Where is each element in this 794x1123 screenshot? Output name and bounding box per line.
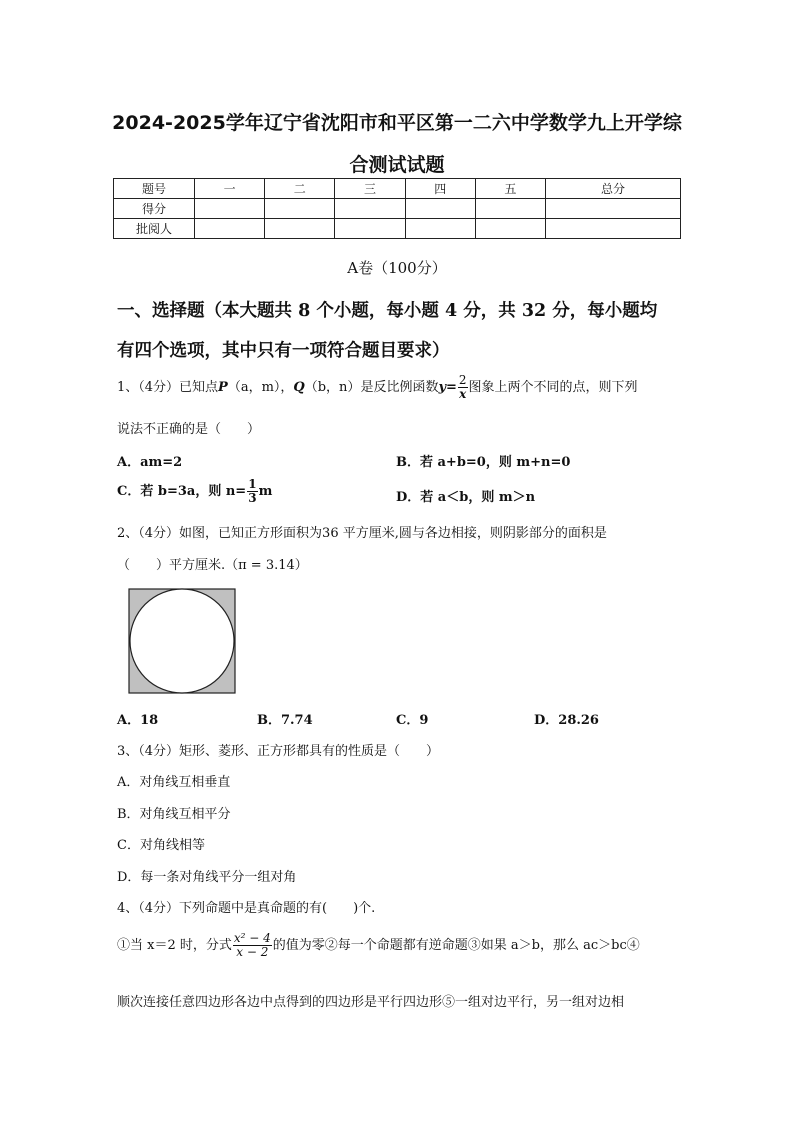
- q4-line1-post: 的值为零②每一个命题都有逆命题③如果 a＞b，那么 ac＞bc④: [272, 938, 640, 954]
- q2-option-b[interactable]: B．7.74: [257, 713, 313, 728]
- score-cell[interactable]: [546, 199, 681, 219]
- q3-option-b[interactable]: B．对角线互相平分: [117, 807, 231, 822]
- score-cell[interactable]: [195, 199, 265, 219]
- exam-title-line2: 合测试试题: [349, 154, 445, 176]
- q1-c-pre: C．若 b=3a，则 n=: [117, 484, 247, 500]
- score-header-cell: 一: [195, 179, 265, 199]
- score-row-label: 批阅人: [114, 219, 195, 239]
- score-header-cell: 题号: [114, 179, 195, 199]
- question-3-stem: 3、（4分）矩形、菱形、正方形都具有的性质是（ ）: [117, 744, 440, 759]
- q3-option-a[interactable]: A．对角线互相垂直: [117, 775, 231, 790]
- score-cell[interactable]: [195, 219, 265, 239]
- question-4-stem: 4、（4分）下列命题中是真命题的有( )个.: [117, 901, 376, 916]
- q1-suffix: 图象上两个不同的点，则下列: [468, 380, 638, 396]
- score-header-cell: 四: [405, 179, 475, 199]
- score-cell[interactable]: [265, 199, 335, 219]
- question-1-line2: 说法不正确的是（ ）: [117, 422, 261, 437]
- score-cell[interactable]: [475, 199, 545, 219]
- q1-c-post: m: [258, 484, 273, 500]
- score-cell[interactable]: [405, 199, 475, 219]
- question-4-line2: 顺次连接任意四边形各边中点得到的四边形是平行四边形⑤一组对边平行，另一组对边相: [117, 995, 625, 1010]
- q2-option-c[interactable]: C．9: [396, 713, 429, 728]
- q4-frac-num: x² − 4: [233, 931, 271, 945]
- q1-option-b[interactable]: B．若 a+b=0，则 m+n=0: [396, 455, 571, 470]
- score-row-label: 得分: [114, 199, 195, 219]
- q4-frac-den: x − 2: [236, 945, 269, 960]
- question-2-line1: 2、（4分）如图，已知正方形面积为36 平方厘米,圆与各边相接，则阴影部分的面积是: [117, 526, 607, 541]
- q2-option-a[interactable]: A．18: [117, 713, 159, 728]
- q1-q-coords: （b，n）: [304, 380, 361, 396]
- q1-fraction: [458, 374, 468, 401]
- q1-c-den: 3: [248, 491, 257, 506]
- section-heading-line1: 一、选择题（本大题共 8 个小题，每小题 4 分，共 32 分，每小题均: [117, 301, 658, 321]
- q1-option-d[interactable]: D．若 a＜b，则 m＞n: [396, 490, 536, 505]
- score-table-row: [114, 199, 681, 219]
- q1-p-coords: （a，m），: [227, 380, 294, 396]
- q4-line1-pre: ①当 x＝2 时，分式: [117, 938, 232, 954]
- score-cell[interactable]: [335, 219, 405, 239]
- inscribed-circle: [130, 589, 234, 693]
- score-header-cell: 二: [265, 179, 335, 199]
- score-cell[interactable]: [265, 219, 335, 239]
- section-heading-line2: 有四个选项，其中只有一项符合题目要求）: [117, 341, 450, 361]
- q1-option-c[interactable]: [117, 478, 272, 505]
- score-header-cell: 总分: [546, 179, 681, 199]
- q1-c-fraction: [247, 478, 257, 505]
- question-4-line1: [117, 932, 640, 959]
- q1-prefix: 1、（4分）已知点: [117, 380, 219, 396]
- score-cell[interactable]: [546, 219, 681, 239]
- score-table-header-row: [114, 179, 681, 199]
- q1-frac-num: 2: [458, 373, 467, 387]
- q1-frac-den: x: [459, 387, 467, 402]
- q3-option-c[interactable]: C．对角线相等: [117, 838, 205, 853]
- q1-y-eq: y=: [438, 380, 457, 396]
- square-circle-figure: [128, 588, 236, 694]
- score-cell[interactable]: [475, 219, 545, 239]
- q1-c-num: 1: [248, 477, 257, 491]
- score-cell[interactable]: [405, 219, 475, 239]
- score-header-cell: 五: [475, 179, 545, 199]
- question-2-line2: （ ）平方厘米.（π = 3.14）: [117, 558, 308, 573]
- volume-title: A卷（100分）: [347, 259, 447, 277]
- q1-option-a[interactable]: A．am=2: [117, 455, 183, 470]
- q3-option-d[interactable]: D．每一条对角线平分一组对角: [117, 870, 297, 885]
- score-cell[interactable]: [335, 199, 405, 219]
- score-table-row: [114, 219, 681, 239]
- q1-mid: 是反比例函数: [360, 380, 439, 396]
- q4-fraction: [233, 932, 272, 959]
- exam-title-line1: 2024-2025学年辽宁省沈阳市和平区第一二六中学数学九上开学综: [112, 112, 682, 134]
- q1-point-q: Q: [293, 380, 305, 396]
- score-header-cell: 三: [335, 179, 405, 199]
- q1-point-p: P: [218, 380, 228, 396]
- q2-option-d[interactable]: D．28.26: [534, 713, 599, 728]
- score-table: [113, 178, 681, 239]
- question-1-stem: [117, 374, 638, 401]
